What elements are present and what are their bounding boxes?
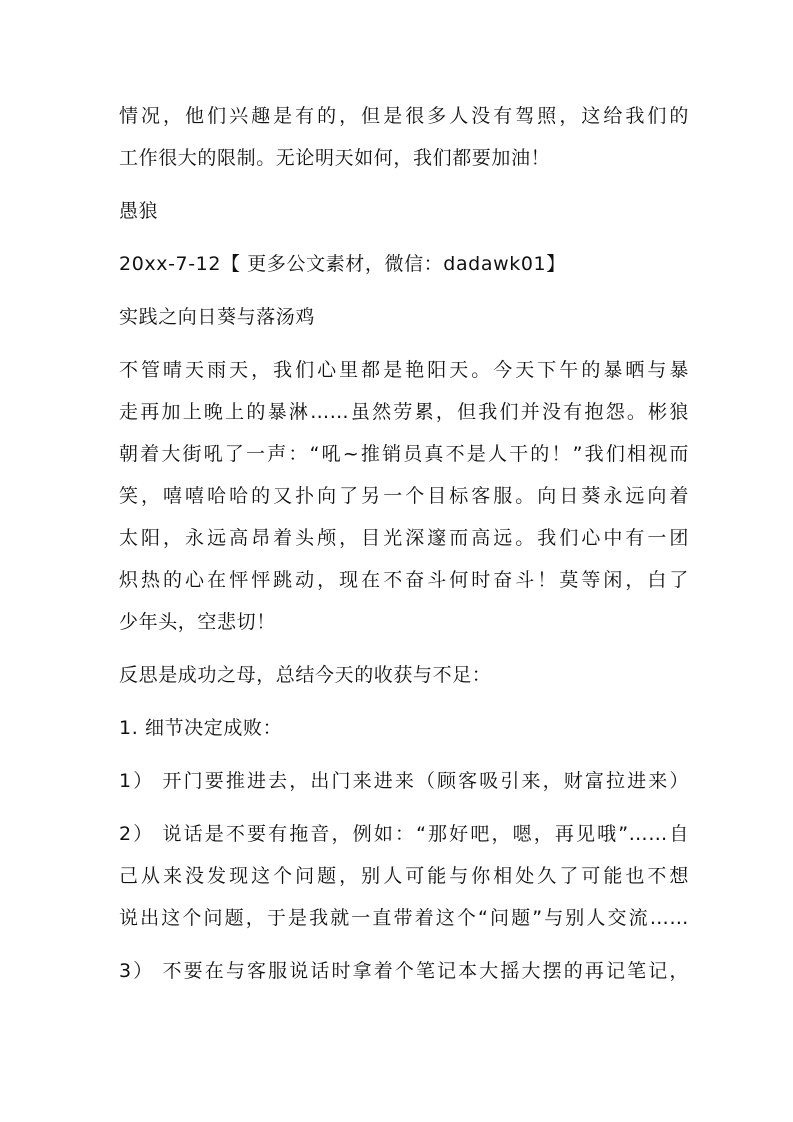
author-signature: 愚狼: [119, 200, 159, 222]
body-text-line: 走再加上晚上的暴淋……虽然劳累，但我们并没有抱怨。彬狼: [119, 401, 689, 423]
body-text-line: 朝着大街吼了一声：“吼~推销员真不是人干的！”我们相视而: [119, 443, 689, 465]
list-item: 2） 说话是不要有拖音，例如：“那好吧，嗯，再见哦”……自: [119, 823, 689, 845]
list-item-continuation: 说出这个问题，于是我就一直带着这个“问题”与别人交流……: [119, 907, 689, 929]
body-text-line: 工作很大的限制。无论明天如何，我们都要加油！: [119, 147, 551, 169]
body-text-line: 情况，他们兴趣是有的，但是很多人没有驾照，这给我们的: [119, 105, 689, 127]
body-text-line: 炽热的心在怦怦跳动，现在不奋斗何时奋斗！莫等闲，白了: [119, 569, 689, 591]
body-text-line: 太阳，永远高昂着头颅，目光深邃而高远。我们心中有一团: [119, 527, 689, 549]
body-text-line: 笑，嘻嘻哈哈的又扑向了另一个目标客服。向日葵永远向着: [119, 485, 689, 507]
list-item-continuation: 己从来没发现这个问题，别人可能与你相处久了可能也不想: [119, 865, 689, 887]
body-text-line: 少年头，空悲切！: [119, 611, 276, 633]
list-item: 3） 不要在与客服说话时拿着个笔记本大摇大摆的再记笔记，: [119, 960, 689, 982]
body-text-line: 不管晴天雨天，我们心里都是艳阳天。今天下午的暴晒与暴: [119, 359, 689, 381]
body-text-line: 反思是成功之母，总结今天的收获与不足：: [119, 664, 492, 686]
list-heading: 1. 细节决定成败：: [119, 717, 283, 739]
section-title: 实践之向日葵与落汤鸡: [119, 306, 316, 328]
date-line: 20xx-7-12【 更多公文素材，微信：dadawk01】: [119, 253, 566, 275]
list-item: 1） 开门要推进去，出门来进来（顾客吸引来，财富拉进来）: [119, 770, 689, 792]
